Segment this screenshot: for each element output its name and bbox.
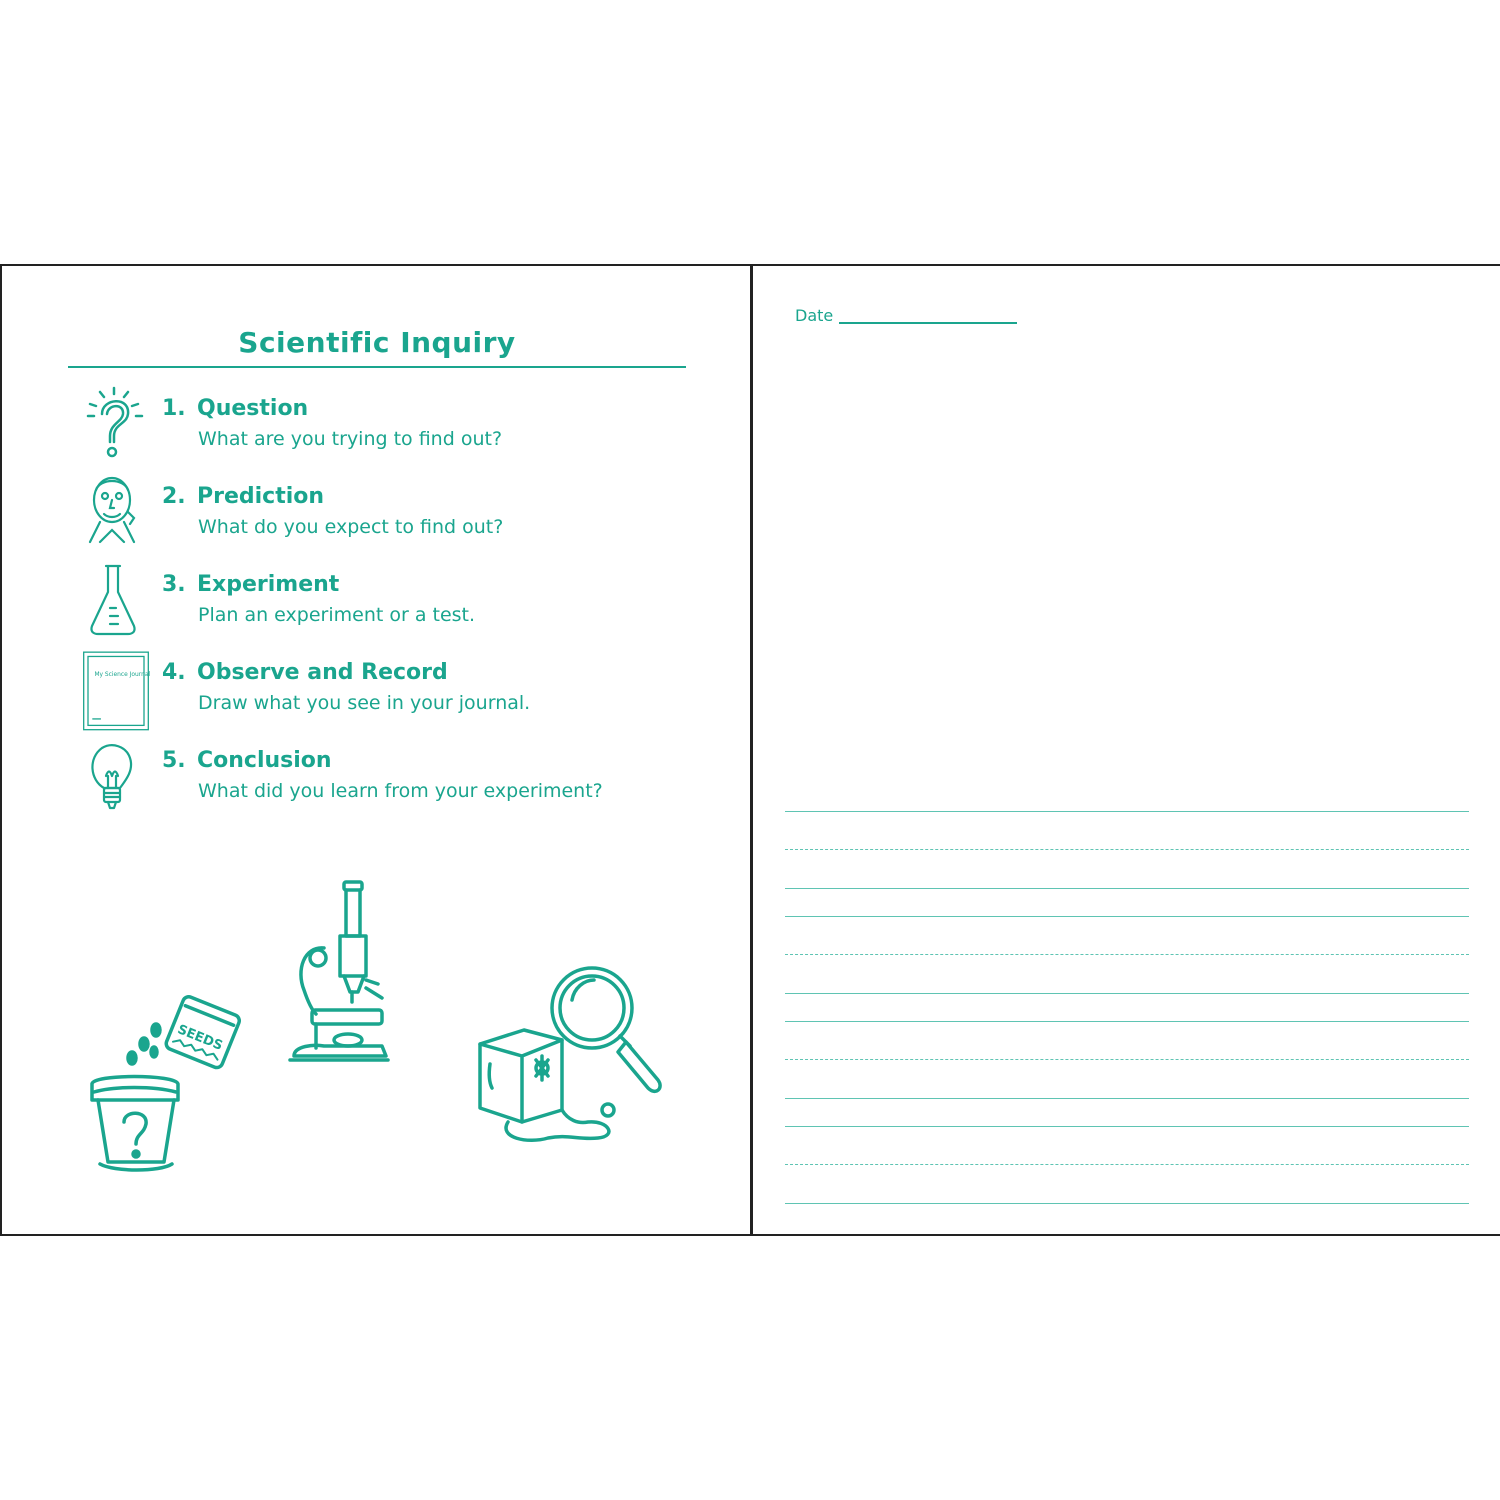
page-title: Scientific Inquiry bbox=[238, 326, 516, 359]
step-description: What do you expect to find out? bbox=[198, 516, 504, 538]
seed-packet-text: SEEDS bbox=[175, 1022, 225, 1054]
step-description: What are you trying to find out? bbox=[198, 428, 503, 450]
step-title: Experiment bbox=[197, 572, 340, 597]
step-description: Plan an experiment or a test. bbox=[198, 604, 476, 626]
step-question bbox=[2, 396, 702, 476]
writing-line bbox=[785, 1098, 1469, 1099]
step-title: Question bbox=[197, 396, 309, 421]
writing-line bbox=[785, 1059, 1469, 1060]
writing-line bbox=[785, 916, 1469, 917]
step-number: 2. bbox=[162, 484, 186, 509]
step-title: Prediction bbox=[197, 484, 325, 509]
step-prediction bbox=[2, 484, 702, 564]
flask-icon bbox=[80, 560, 148, 638]
journal-cover-text: My Science Journal bbox=[94, 671, 151, 678]
writing-line bbox=[785, 1021, 1469, 1022]
writing-line bbox=[785, 1203, 1469, 1204]
step-description: What did you learn from your experiment? bbox=[198, 780, 603, 802]
writing-line bbox=[785, 954, 1469, 955]
flower-pot-illustration bbox=[84, 994, 244, 1176]
date-label: Date bbox=[795, 306, 834, 325]
step-experiment bbox=[2, 572, 702, 652]
step-number: 5. bbox=[162, 748, 186, 773]
journal-icon bbox=[78, 650, 154, 734]
ice-cube-magnifier-illustration bbox=[468, 960, 678, 1150]
step-number: 1. bbox=[162, 396, 186, 421]
writing-line bbox=[785, 1126, 1469, 1127]
step-observe-record bbox=[2, 660, 702, 740]
step-conclusion bbox=[2, 748, 702, 828]
step-number: 4. bbox=[162, 660, 186, 685]
left-page bbox=[2, 266, 750, 1234]
thinking-person-icon bbox=[80, 472, 148, 550]
step-description: Draw what you see in your journal. bbox=[198, 692, 531, 714]
step-title: Observe and Record bbox=[197, 660, 448, 685]
title-underline bbox=[68, 366, 686, 368]
question-mark-icon bbox=[80, 384, 148, 462]
writing-line bbox=[785, 849, 1469, 850]
step-number: 3. bbox=[162, 572, 186, 597]
right-page bbox=[753, 266, 1500, 1234]
light-bulb-icon bbox=[80, 736, 148, 814]
writing-line bbox=[785, 888, 1469, 889]
writing-line bbox=[785, 993, 1469, 994]
writing-line bbox=[785, 1164, 1469, 1165]
date-field[interactable] bbox=[839, 322, 1017, 324]
step-title: Conclusion bbox=[197, 748, 332, 773]
microscope-illustration bbox=[284, 880, 394, 1070]
notebook-spread bbox=[0, 264, 1500, 1236]
writing-line bbox=[785, 811, 1469, 812]
